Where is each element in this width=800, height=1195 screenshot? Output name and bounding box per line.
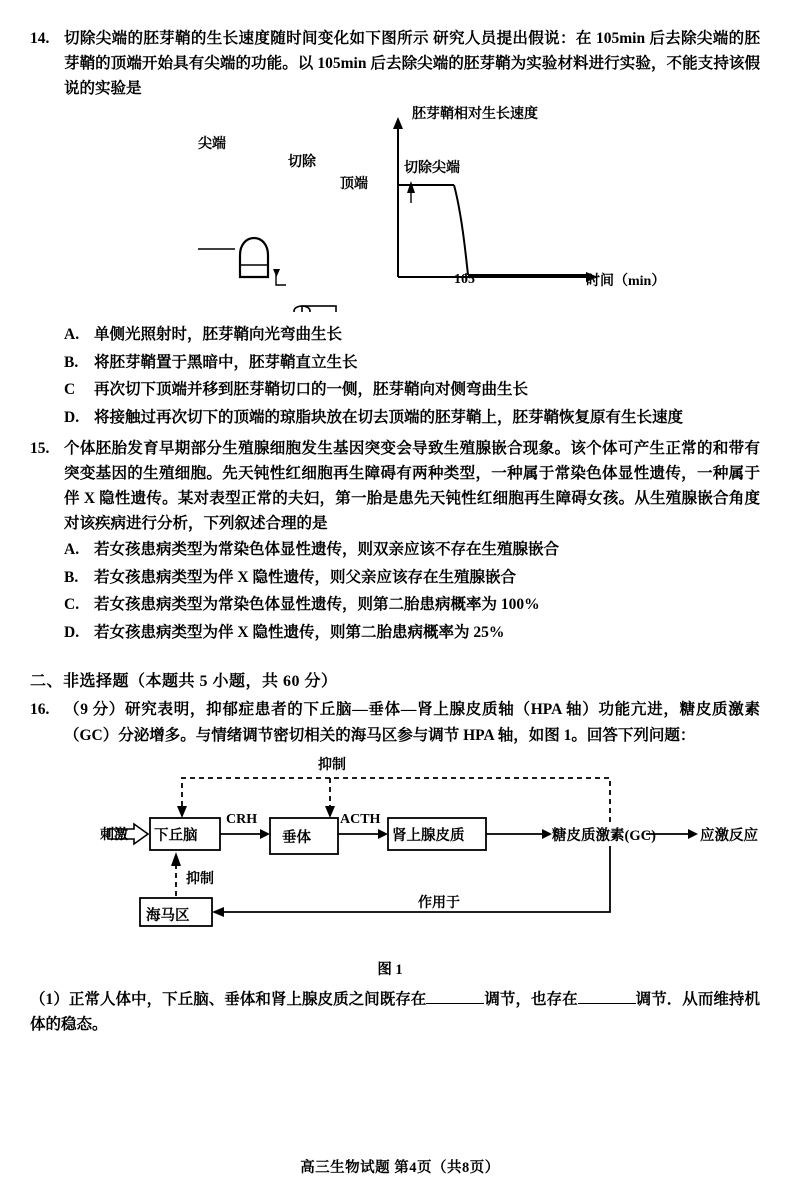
option-label: C. <box>64 596 80 614</box>
top-piece <box>294 306 336 312</box>
option-text: 将胚芽鞘置于黑暗中，胚芽鞘直立生长 <box>94 353 358 371</box>
option-label: C <box>64 381 76 399</box>
option-label: B. <box>64 568 79 586</box>
node-hypothalamus: 下丘脑 <box>154 827 198 844</box>
question-16-number: 16. <box>30 701 50 719</box>
hpa-axis-diagram <box>30 756 770 946</box>
question-14-option-b <box>64 349 760 377</box>
option-label: D. <box>64 409 80 427</box>
node-gc: 糖皮质激素(GC) <box>552 827 656 844</box>
option-label: A. <box>64 326 80 344</box>
option-text: 单侧光照射时，胚芽鞘向光弯曲生长 <box>94 326 343 344</box>
label-tip: 尖端 <box>198 137 226 153</box>
question-15-option-b <box>64 564 760 592</box>
node-hippocampus: 海马区 <box>146 907 190 924</box>
y-axis-label: 胚芽鞘相对生长速度 <box>412 107 538 123</box>
question-14-option-c <box>64 376 760 404</box>
question-15 <box>30 436 760 647</box>
option-text: 再次切下顶端并移到胚芽鞘切口的一侧，胚芽鞘向对侧弯曲生长 <box>94 381 529 399</box>
sub1-middle: 调节，也存在 <box>484 990 578 1008</box>
figure-1-caption: 图 1 <box>377 961 403 978</box>
question-14-stem-line <box>30 26 760 101</box>
question-16 <box>30 697 760 1036</box>
coleoptile-tip-drawing <box>198 238 295 312</box>
question-15-option-c <box>64 591 760 619</box>
node-pituitary: 垂体 <box>282 829 311 846</box>
answer-blank-1[interactable] <box>426 987 484 1004</box>
question-15-stem-line <box>30 436 760 536</box>
question-14-stem: 切除尖端的胚芽鞘的生长速度随时间变化如下图所示 研究人员提出假说：在 105min 后去除尖端的胚芽鞘的顶端开始具有尖端的功能。以 105min 后去除尖端的胚芽鞘为实验材料进行实验，不能支持该假说的实验是 <box>64 30 760 98</box>
question-14-figure <box>30 107 760 317</box>
question-15-option-d <box>64 619 760 647</box>
cut-tip-annotation: 切除尖端 <box>404 161 460 177</box>
page-footer: 高三生物试题 第4页（共8页） <box>300 1160 500 1176</box>
question-16-stem-line <box>30 697 760 747</box>
node-stimulus: 刺激 <box>100 827 128 843</box>
option-text: 若女孩患病类型为常染色体显性遗传，则第二胎患病概率为 100% <box>94 596 540 614</box>
question-15-number: 15. <box>30 439 50 457</box>
edge-label-inhibit-left: 抑制 <box>186 871 214 887</box>
edge-label-act-on: 作用于 <box>418 895 460 911</box>
x-axis-label: 时间（min） <box>586 274 666 290</box>
option-label: B. <box>64 353 79 371</box>
question-14 <box>30 26 760 432</box>
question-14-option-a <box>64 321 760 349</box>
question-15-option-a <box>64 536 760 564</box>
node-adrenal-cortex: 肾上腺皮质 <box>392 827 465 844</box>
label-top-segment: 顶端 <box>340 177 368 193</box>
question-16-stem: （9 分）研究表明，抑郁症患者的下丘脑—垂体—肾上腺皮质轴（HPA 轴）功能亢进，糖皮质激素（GC）分泌增多。与情绪调节密切相关的海马区参与调节 HPA 轴，如图 1。回答下列问题： <box>64 701 760 744</box>
option-text: 若女孩患病类型为常染色体显性遗传，则双亲应该不存在生殖腺嵌合 <box>94 541 560 559</box>
option-label: D. <box>64 623 80 641</box>
sub1-suffix: 调节．从而维持机体的稳态。 <box>30 990 760 1033</box>
question-14-option-d <box>64 404 760 432</box>
question-14-number: 14. <box>30 30 50 47</box>
edge-label-inhibit-top: 抑制 <box>318 757 346 773</box>
section-2-heading: 二、非选择题（本题共 5 小题，共 60 分） <box>30 673 338 691</box>
question-15-stem: 个体胚胎发育早期部分生殖腺细胞发生基因突变会导致生殖腺嵌合现象。该个体可产生正常的和带有突变基因的生殖细胞。先天钝性红细胞再生障碍有两种类型，一种属于常染色体显性遗传，一种属于伴 X 隐性遗传。某对表型正常的夫妇，第一胎是患先天钝性红细胞再生障碍女孩。从生殖腺嵌合角度对该疾病进行分析，下列叙述合理的是 <box>64 439 760 532</box>
x-tick-105: 105 <box>454 272 475 288</box>
label-remove: 切除 <box>288 155 316 171</box>
edge-label-crh: CRH <box>226 811 258 827</box>
option-text: 将接触过再次切下的顶端的琼脂块放在切去顶端的胚芽鞘上，胚芽鞘恢复原有生长速度 <box>94 409 684 427</box>
node-stress-response: 应激反应 <box>700 827 758 844</box>
edge-label-acth: ACTH <box>340 811 381 827</box>
option-label: A. <box>64 541 80 559</box>
question-16-figure <box>30 756 760 956</box>
question-16-sub1 <box>30 987 760 1037</box>
option-text: 若女孩患病类型为伴 X 隐性遗传，则第二胎患病概率为 25% <box>94 623 505 641</box>
answer-blank-2[interactable] <box>578 987 636 1004</box>
sub1-prefix: （1）正常人体中，下丘脑、垂体和肾上腺皮质之间既存在 <box>30 990 427 1008</box>
option-text: 若女孩患病类型为伴 X 隐性遗传，则父亲应该存在生殖腺嵌合 <box>94 568 516 586</box>
